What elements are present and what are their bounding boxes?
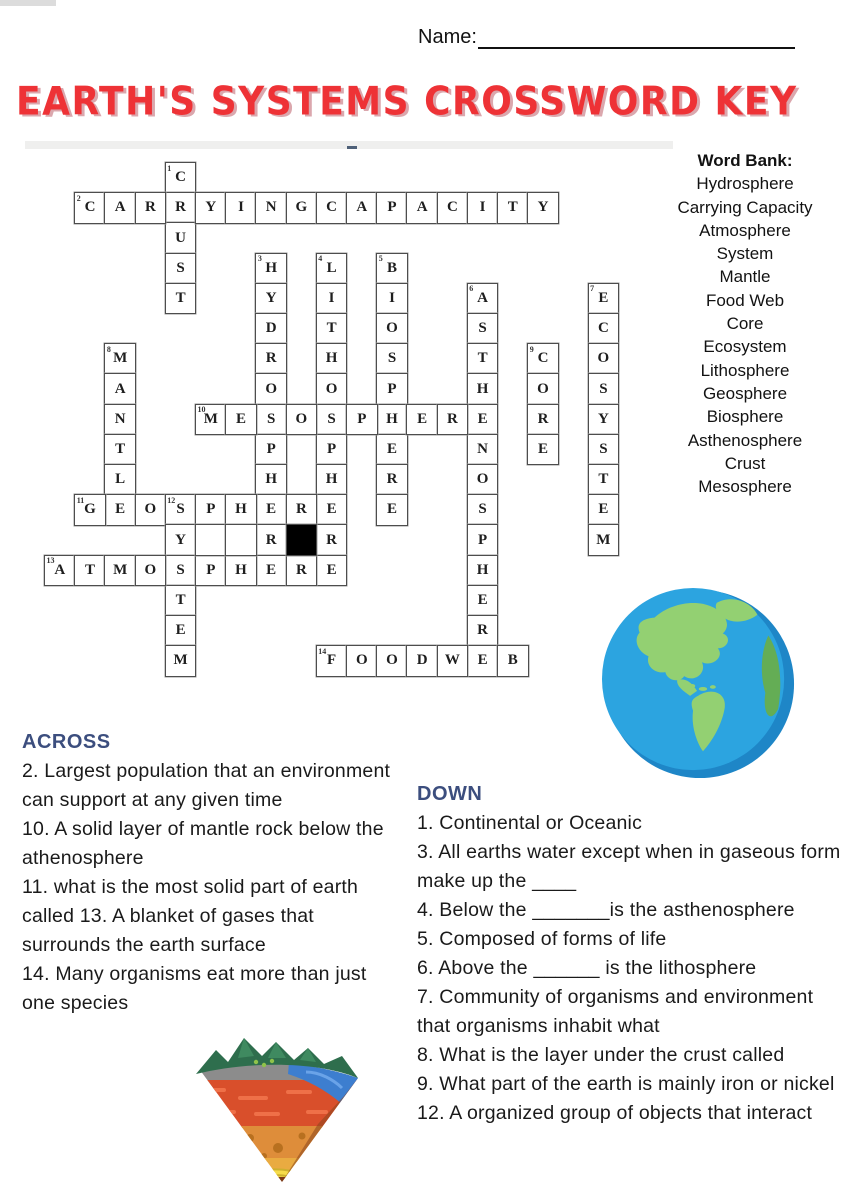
cell-letter: H — [476, 561, 489, 578]
crossword-cell — [135, 192, 167, 224]
crossword-cell — [376, 313, 408, 345]
crossword-cell — [467, 615, 499, 647]
cell-letter: G — [84, 501, 96, 518]
crossword-cell — [165, 585, 197, 617]
crossword-cell — [316, 253, 348, 285]
cell-letter: R — [477, 622, 489, 639]
cell-letter: U — [175, 229, 187, 246]
cell-number: 2 — [76, 193, 81, 203]
across-clue: 11. what is the most solid part of earth called 13. A blanket of gases that surrounds the earth surface — [22, 876, 359, 956]
crossword-cell — [104, 555, 136, 587]
crossword-cell — [497, 192, 529, 224]
crossword-cell — [104, 404, 136, 436]
cell-letter: P — [327, 441, 337, 458]
earth-layers-icon — [193, 1022, 365, 1190]
crossword-cell — [255, 464, 287, 496]
cell-letter: S — [176, 501, 185, 518]
crossword-cell — [376, 434, 408, 466]
crossword-cell — [135, 494, 167, 526]
cell-letter: R — [326, 531, 338, 548]
crossword-cell — [346, 404, 378, 436]
cell-number: 4 — [318, 254, 323, 264]
cell-letter: H — [235, 501, 247, 518]
crossword-cell — [588, 313, 620, 345]
cell-letter: Y — [265, 290, 277, 307]
down-clue: 5. Composed of forms of life — [417, 928, 667, 950]
word-bank-item: Crust — [724, 453, 766, 473]
cell-letter: L — [326, 259, 337, 276]
cell-letter: E — [598, 290, 609, 307]
crossword-cell — [104, 494, 136, 526]
cell-letter: Y — [175, 531, 187, 548]
crossword-cell — [376, 283, 408, 315]
down-clue: 6. Above the ______ is the lithosphere — [417, 957, 757, 979]
crossword-cell — [467, 555, 499, 587]
crossword-cell — [316, 283, 348, 315]
crossword-cell — [286, 192, 318, 224]
cell-letter: P — [266, 441, 276, 458]
crossword-cell — [467, 645, 499, 677]
crossword-cell — [165, 253, 197, 285]
cell-letter: B — [386, 259, 397, 276]
crossword-cell — [255, 434, 287, 466]
down-title: DOWN — [417, 783, 483, 805]
crossword-cell — [165, 192, 197, 224]
crossword-cell — [255, 192, 287, 224]
crossword-cell — [104, 343, 136, 375]
cell-letter: T — [84, 561, 95, 578]
crossword-cell — [286, 404, 318, 436]
cell-letter: T — [477, 350, 488, 367]
crossword-cell — [255, 555, 287, 587]
cell-letter: E — [417, 410, 428, 427]
cell-letter: G — [295, 199, 308, 216]
crossword-cell — [225, 192, 257, 224]
cell-letter: R — [175, 199, 187, 216]
cell-letter: E — [326, 561, 337, 578]
across-section — [22, 728, 394, 1018]
down-clue: 4. Below the _______is the asthenosphere — [417, 899, 795, 921]
cell-letter: S — [387, 350, 397, 367]
cell-letter: S — [176, 259, 185, 276]
cell-letter: O — [386, 652, 398, 669]
cell-letter: A — [356, 199, 368, 216]
word-bank-item: Lithosphere — [700, 360, 790, 380]
cell-letter: H — [265, 471, 278, 488]
crossword-cell — [225, 524, 257, 556]
crossword-cell — [255, 283, 287, 315]
name-label: Name: — [418, 26, 477, 48]
cell-letter: M — [203, 410, 218, 427]
word-bank-item: Ecosystem — [703, 337, 787, 357]
crossword-cell — [437, 192, 469, 224]
cell-letter: O — [144, 501, 157, 518]
crossword-cell — [316, 434, 348, 466]
crossword-cell — [165, 162, 197, 194]
crossword-cell — [467, 434, 499, 466]
crossword-cell — [527, 192, 559, 224]
crossword-cell — [527, 343, 559, 375]
cell-number: 5 — [378, 254, 383, 264]
cell-letter: H — [325, 471, 338, 488]
crossword-cell — [376, 645, 408, 677]
cell-letter: C — [175, 169, 187, 186]
cell-letter: H — [476, 380, 489, 397]
crossword-cell — [527, 373, 559, 405]
cell-number: 7 — [590, 284, 595, 294]
cell-letter: A — [114, 199, 126, 216]
cell-letter: Y — [205, 199, 217, 216]
cell-letter: R — [265, 531, 277, 548]
word-bank-item: Hydrosphere — [696, 174, 794, 194]
crossword-cell — [588, 494, 620, 526]
cell-letter: I — [328, 290, 335, 307]
cell-letter: R — [144, 199, 156, 216]
crossword-cell — [467, 373, 499, 405]
cell-letter: C — [597, 320, 609, 337]
cell-number: 9 — [529, 344, 534, 354]
cell-letter: R — [537, 410, 549, 427]
cell-letter: O — [325, 380, 338, 397]
cell-letter: P — [478, 531, 488, 548]
cell-number: 11 — [76, 495, 85, 505]
cell-letter: A — [54, 561, 66, 578]
cell-number: 3 — [257, 254, 262, 264]
crossword-cell — [437, 404, 469, 436]
cell-letter: P — [387, 199, 397, 216]
crossword-cell — [316, 373, 348, 405]
down-clue: 8. What is the layer under the crust called — [417, 1044, 785, 1066]
cell-letter: N — [114, 410, 126, 427]
crossword-cell — [376, 404, 408, 436]
crossword-cell — [195, 192, 227, 224]
cell-letter: E — [477, 410, 488, 427]
cell-letter: R — [295, 561, 307, 578]
cell-letter: O — [144, 561, 157, 578]
page-title: EARTH'S SYSTEMS CROSSWORD KEY — [16, 80, 798, 125]
crossword-cell — [437, 645, 469, 677]
cell-letter: T — [326, 320, 337, 337]
crossword-cell — [406, 192, 438, 224]
crossword-cell — [165, 222, 197, 254]
cell-letter: A — [477, 290, 489, 307]
crossword-cell — [286, 494, 318, 526]
crossword-cell — [467, 494, 499, 526]
cell-letter: B — [507, 652, 518, 669]
crossword-cell — [588, 283, 620, 315]
cell-letter: T — [175, 592, 186, 609]
word-bank-item: Food Web — [705, 290, 785, 310]
cell-letter: O — [355, 652, 368, 669]
crossword-cell — [467, 343, 499, 375]
crossword-cell — [346, 192, 378, 224]
cell-letter: H — [235, 561, 247, 578]
cell-number: 6 — [469, 284, 474, 294]
cell-letter: R — [265, 350, 277, 367]
cell-letter: O — [476, 471, 489, 488]
cell-letter: E — [477, 652, 488, 669]
crossword-cell — [588, 524, 620, 556]
cell-letter: I — [389, 290, 395, 307]
cell-letter: D — [265, 320, 277, 337]
cell-number: 10 — [197, 405, 206, 415]
cell-letter: O — [295, 410, 308, 427]
crossword-cell — [74, 494, 106, 526]
cell-letter: N — [477, 441, 489, 458]
across-clue: 14. Many organisms eat more than just one species — [22, 963, 367, 1014]
crossword-cell — [316, 404, 348, 436]
crossword-cell — [376, 192, 408, 224]
crossword-cell — [135, 555, 167, 587]
crossword-cell — [165, 524, 197, 556]
word-bank-title: Word Bank: — [697, 151, 793, 170]
earth-globe-icon — [600, 583, 798, 783]
cell-letter: S — [478, 320, 487, 337]
cell-letter: R — [295, 501, 307, 518]
cell-letter: T — [598, 471, 609, 488]
cell-letter: C — [446, 199, 458, 216]
cell-letter: E — [326, 501, 337, 518]
crossword-cell — [104, 464, 136, 496]
cell-letter: E — [266, 561, 277, 578]
cell-letter: N — [265, 199, 277, 216]
cell-letter: P — [357, 410, 367, 427]
cell-letter: S — [599, 380, 608, 397]
cell-letter: E — [537, 441, 548, 458]
cell-letter: S — [478, 501, 487, 518]
cell-number: 1 — [167, 163, 172, 173]
crossword-cell — [104, 434, 136, 466]
down-section — [417, 780, 842, 1128]
cell-letter: T — [175, 290, 186, 307]
cell-letter: Y — [537, 199, 549, 216]
word-bank-item: Biosphere — [706, 407, 784, 427]
cell-letter: P — [206, 561, 216, 578]
crossword-cell — [195, 404, 227, 436]
crossword-cell — [376, 373, 408, 405]
cell-letter: P — [206, 501, 216, 518]
cell-letter: M — [113, 561, 128, 578]
crossword-cell — [376, 253, 408, 285]
crossword-cell — [44, 555, 76, 587]
down-clue: 12. A organized group of objects that interact — [417, 1102, 813, 1124]
cell-letter: I — [479, 199, 486, 216]
cell-letter: E — [598, 501, 609, 518]
cell-letter: A — [114, 380, 126, 397]
cell-letter: E — [477, 592, 488, 609]
cell-letter: M — [596, 531, 611, 548]
cell-letter: C — [537, 350, 549, 367]
word-bank-item: Core — [726, 314, 764, 334]
crossword-cell — [255, 343, 287, 375]
crossword-cell — [74, 192, 106, 224]
crossword-cell — [467, 192, 499, 224]
crossword-cell — [588, 373, 620, 405]
crossword-cell — [255, 494, 287, 526]
cell-letter: C — [326, 199, 338, 216]
word-bank-item: System — [716, 244, 774, 264]
crossword-cell — [376, 494, 408, 526]
crossword-cell — [165, 615, 197, 647]
word-bank-item: Atmosphere — [699, 220, 791, 240]
word-bank-item: Geosphere — [702, 383, 788, 403]
cell-number: 13 — [46, 556, 55, 566]
cell-letter: R — [446, 410, 458, 427]
crossword-cell — [255, 404, 287, 436]
crossword-cell — [497, 645, 529, 677]
cell-letter: E — [115, 501, 126, 518]
cell-letter: I — [238, 199, 244, 216]
across-clue: 2. Largest population that an environment can support at any given time — [22, 760, 391, 811]
across-title: ACROSS — [22, 731, 111, 753]
crossword-cell — [165, 555, 197, 587]
crossword-cell — [588, 404, 620, 436]
cell-letter: D — [416, 652, 428, 669]
down-clue: 1. Continental or Oceanic — [417, 812, 643, 834]
cell-letter: C — [84, 199, 96, 216]
crossword-cell — [467, 464, 499, 496]
cell-letter: T — [507, 199, 518, 216]
cell-letter: E — [386, 441, 397, 458]
crossword-cell — [255, 524, 287, 556]
cell-letter: O — [537, 380, 549, 397]
cell-letter: O — [265, 380, 278, 397]
cell-letter: O — [386, 320, 398, 337]
crossword-cell — [467, 585, 499, 617]
cell-letter: H — [265, 259, 278, 276]
crossword-cell — [316, 645, 348, 677]
cell-letter: L — [115, 471, 126, 488]
crossword-cell — [316, 524, 348, 556]
crossword-cell — [316, 555, 348, 587]
crossword-cell — [255, 253, 287, 285]
cell-letter: S — [176, 561, 185, 578]
cell-letter: W — [444, 652, 460, 669]
cell-letter: H — [325, 350, 338, 367]
cell-number: 12 — [167, 495, 176, 505]
crossword-cell — [406, 404, 438, 436]
crossword-cell — [376, 464, 408, 496]
down-clue: 7. Community of organisms and environment that organisms inhabit what — [417, 986, 814, 1037]
cell-letter: E — [386, 501, 397, 518]
cell-letter: F — [327, 652, 337, 669]
earth-layers-cross-section-illustration — [193, 1022, 365, 1190]
cell-letter: Y — [597, 410, 609, 427]
crossword-cell — [104, 373, 136, 405]
cell-letter: S — [599, 441, 608, 458]
crossword-cell — [316, 313, 348, 345]
crossword-cell — [255, 373, 287, 405]
cell-letter: E — [175, 622, 186, 639]
cell-letter: E — [266, 501, 277, 518]
earth-globe-illustration — [600, 583, 798, 783]
cell-letter: S — [267, 410, 276, 427]
cell-letter: M — [113, 350, 128, 367]
crossword-cell — [316, 464, 348, 496]
cell-letter: T — [115, 441, 126, 458]
cell-letter: O — [597, 350, 610, 367]
crossword-cell — [376, 343, 408, 375]
crossword-cell — [286, 555, 318, 587]
word-bank-item: Carrying Capacity — [677, 197, 813, 217]
cell-letter: A — [416, 199, 428, 216]
crossword-cell — [165, 283, 197, 315]
crossword-cell — [255, 313, 287, 345]
cell-number: 14 — [318, 646, 327, 656]
crossword-cell — [316, 343, 348, 375]
crossword-cell — [316, 494, 348, 526]
down-clue: 3. All earths water except when in gaseous form make up the ____ — [417, 841, 841, 892]
crossword-cell — [588, 464, 620, 496]
crossword-cell — [225, 404, 257, 436]
cell-letter: H — [386, 410, 398, 427]
crossword-cell — [467, 283, 499, 315]
crossword-cell — [74, 555, 106, 587]
word-bank-item: Asthenosphere — [687, 430, 803, 450]
crossword-cell — [406, 645, 438, 677]
crossword-cell — [195, 494, 227, 526]
crossword-cell — [316, 192, 348, 224]
cell-letter: S — [327, 410, 336, 427]
crossword-cell — [467, 313, 499, 345]
crossword-cell — [195, 524, 227, 556]
word-bank-item: Mesosphere — [698, 477, 792, 497]
crossword-cell — [225, 494, 257, 526]
crossword-cell — [346, 645, 378, 677]
across-clue: 10. A solid layer of mantle rock below the athenosphere — [22, 818, 384, 869]
crossword-cell — [165, 494, 197, 526]
crossword-cell — [225, 555, 257, 587]
cell-letter: E — [235, 410, 246, 427]
word-bank-item: Mantle — [719, 267, 771, 287]
crossword-cell — [104, 192, 136, 224]
crossword-cell — [165, 645, 197, 677]
crossword-cell — [467, 404, 499, 436]
down-clue: 9. What part of the earth is mainly iron or nickel — [417, 1073, 835, 1095]
crossword-cell — [195, 555, 227, 587]
crossword-cell — [588, 434, 620, 466]
crossword-black-cell — [286, 524, 318, 556]
crossword-cell — [527, 434, 559, 466]
cell-letter: P — [387, 380, 397, 397]
cell-number: 8 — [106, 344, 111, 354]
cell-letter: M — [173, 652, 188, 669]
cell-letter: R — [386, 471, 398, 488]
crossword-cell — [467, 524, 499, 556]
crossword-cell — [588, 343, 620, 375]
crossword-cell — [527, 404, 559, 436]
